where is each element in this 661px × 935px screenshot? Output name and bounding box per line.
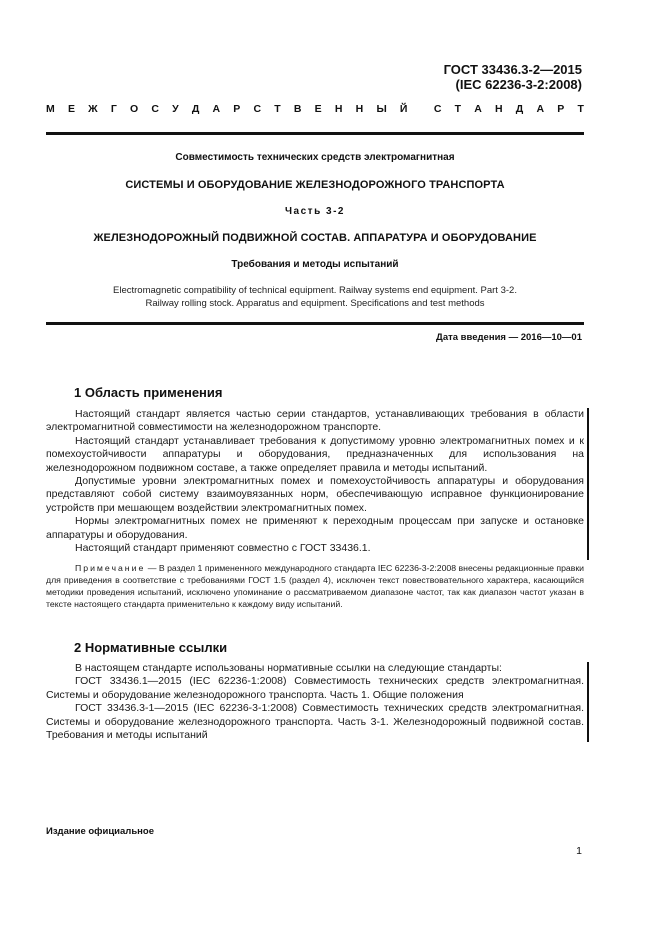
banner-letter: Е bbox=[67, 103, 75, 115]
title-compat-wrap bbox=[46, 152, 584, 163]
note-label: Примечание bbox=[75, 563, 146, 573]
banner-letter: Р bbox=[557, 103, 565, 115]
introduction-date: Дата введения — 2016—10—01 bbox=[436, 332, 582, 343]
banner-letter: Н bbox=[495, 103, 503, 115]
paragraph: Настоящий стандарт устанавливает требования к допустимому уровню электромагнитных помех и к помехоустойчивости аппаратуры и оборудования, предназначенных для использования на железнодорожном подвижном составе, а также определяет правила и методы испытаний. bbox=[46, 434, 584, 474]
paragraph: В настоящем стандарте использованы нормативные ссылки на следующие стандарты: bbox=[75, 662, 502, 674]
banner-letter: М bbox=[46, 103, 55, 115]
title-rolling-stock: ЖЕЛЕЗНОДОРОЖНЫЙ ПОДВИЖНОЙ СОСТАВ. АППАРАТУРА И ОБОРУДОВАНИЕ bbox=[93, 232, 537, 244]
banner-letter: С bbox=[253, 103, 262, 115]
standard-code-block bbox=[444, 62, 582, 92]
banner-letter: Н bbox=[355, 103, 364, 115]
banner-letter: С bbox=[151, 103, 159, 115]
title-compat: Совместимость технических средств электромагнитная bbox=[175, 152, 455, 163]
edition-label: Издание официальное bbox=[46, 826, 154, 837]
banner-letter: Т bbox=[577, 103, 584, 115]
banner-letter: Ж bbox=[88, 103, 98, 115]
banner-letter: Д bbox=[515, 103, 524, 115]
title-systems: СИСТЕМЫ И ОБОРУДОВАНИЕ ЖЕЛЕЗНОДОРОЖНОГО ТРАНСПОРТА bbox=[125, 179, 505, 191]
note-text: — В раздел 1 примененного международного стандарта IEC 62236-3-2:2008 внесены редакционные правки для приведения в соответствие с требованиями ГОСТ 1.5 (раздел 4), исключен текст повествовательного характера, касающийся методики проведения испытаний, исключено упоминание о рассматриваемом диапазоне частот, так как диапазон частот указан в тексте настоящего стандарта применительно к каждому виду испытаний. bbox=[46, 563, 585, 609]
banner-letter: А bbox=[536, 103, 545, 115]
english-title-line-1: Electromagnetic compatibility of technical equipment. Railway systems end equipment. Part 3-2. bbox=[113, 285, 517, 296]
paragraph: Настоящий стандарт применяют совместно с ГОСТ 33436.1. bbox=[75, 542, 371, 555]
title-bottom-rule bbox=[46, 322, 584, 325]
banner-letter: Г bbox=[110, 103, 117, 115]
section-1-note bbox=[46, 562, 584, 610]
banner-letter: У bbox=[172, 103, 179, 115]
english-title bbox=[46, 284, 584, 310]
banner-letter: Е bbox=[314, 103, 322, 115]
iec-code: (IEC 62236-3-2:2008) bbox=[455, 77, 582, 92]
section-1-heading: 1 Область применения bbox=[74, 385, 223, 400]
english-title-line-2: Railway rolling stock. Apparatus and equipment. Specifications and test methods bbox=[145, 298, 485, 309]
interstate-standard-banner bbox=[46, 103, 584, 115]
banner-letter: Р bbox=[233, 103, 241, 115]
note-paragraph bbox=[46, 562, 584, 610]
reference-item: ГОСТ 33436.3-1—2015 (IEC 62236-3-1:2008) Совместимость технических средств электромагнитная. Системы и оборудование железнодорожного транспорта. Часть 3-1. Железнодорожный подвижной состав. Требования и методы испытаний bbox=[46, 702, 584, 742]
paragraph: Нормы электромагнитных помех не применяют к переходным процессам при запуске и остановке аппаратуры и оборудования. bbox=[46, 515, 584, 541]
banner-letter: Т bbox=[454, 103, 462, 115]
banner-letter: А bbox=[474, 103, 482, 115]
standard-code: ГОСТ 33436.3-2—2015 bbox=[443, 62, 582, 77]
title-part: Часть 3-2 bbox=[285, 206, 345, 217]
title-part-wrap bbox=[46, 206, 584, 217]
banner-letter: А bbox=[212, 103, 221, 115]
section-2-body bbox=[46, 662, 584, 742]
reference-item: ГОСТ 33436.1—2015 (IEC 62236-1:2008) Совместимость технических средств электромагнитная. Системы и оборудование железнодорожного транспорта. Часть 1. Общие положения bbox=[46, 675, 584, 701]
banner-letter: Й bbox=[399, 103, 408, 115]
change-bar bbox=[587, 662, 589, 742]
section-2-heading: 2 Нормативные ссылки bbox=[74, 640, 228, 655]
paragraph: Настоящий стандарт является частью серии стандартов, устанавливающих требования в области электромагнитной совместимости на железнодорожном транспорте. bbox=[46, 408, 584, 434]
title-rolling-wrap bbox=[46, 232, 584, 244]
banner-letter: Ы bbox=[376, 103, 387, 115]
banner-letter: Д bbox=[191, 103, 200, 115]
section-1-body bbox=[46, 408, 584, 555]
banner-letter: В bbox=[293, 103, 302, 115]
title-systems-wrap bbox=[46, 179, 584, 191]
change-bar bbox=[587, 408, 589, 560]
banner-letter: О bbox=[129, 103, 139, 115]
banner-letter: Т bbox=[274, 103, 281, 115]
banner-letter: Н bbox=[334, 103, 343, 115]
banner-letter: С bbox=[433, 103, 442, 115]
paragraph: Допустимые уровни электромагнитных помех и помехоустойчивость аппаратуры и оборудования представляют собой систему взаимоувязанных норм, обеспечивающую исправное функционирование устройств при мешающем воздействии электромагнитных помех. bbox=[46, 475, 584, 514]
title-reqs-wrap bbox=[46, 259, 584, 270]
top-rule bbox=[46, 132, 584, 135]
title-requirements: Требования и методы испытаний bbox=[231, 259, 399, 270]
page-number: 1 bbox=[576, 845, 582, 857]
